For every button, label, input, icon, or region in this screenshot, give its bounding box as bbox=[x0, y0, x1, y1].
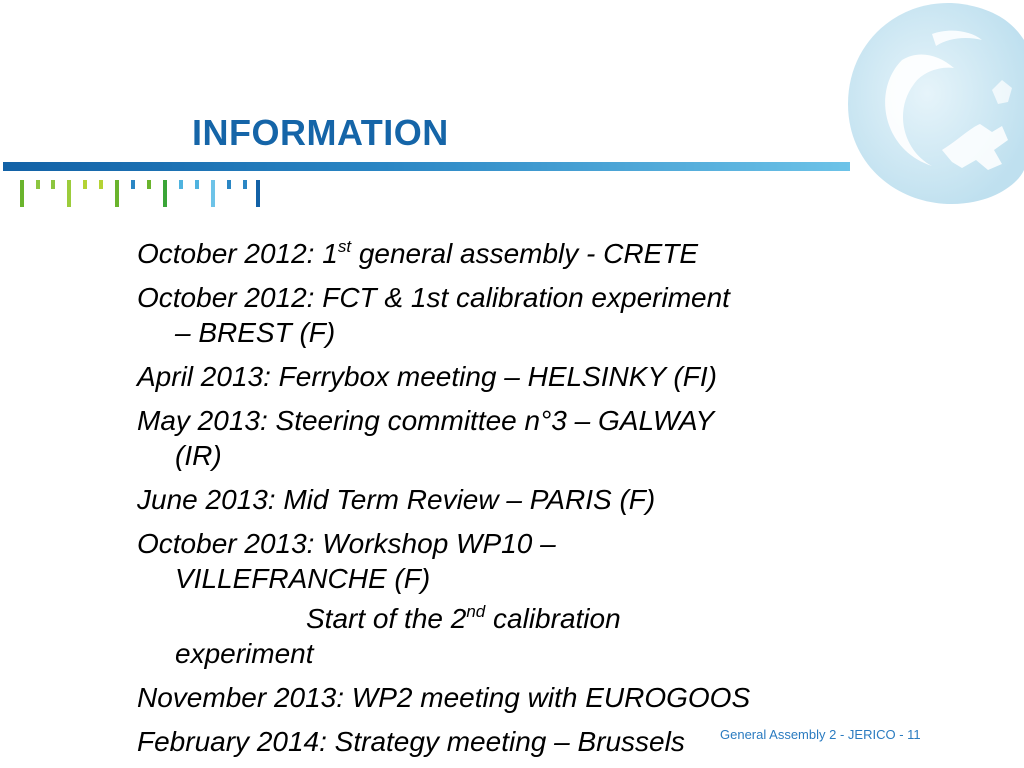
list-item bbox=[137, 601, 897, 671]
tick-mark bbox=[20, 180, 24, 207]
tick-mark bbox=[243, 180, 247, 189]
tick-mark bbox=[211, 180, 215, 207]
list-item bbox=[137, 680, 897, 715]
footer-separator: - bbox=[836, 727, 848, 742]
item-text: April 2013: Ferrybox meeting – HELSINKY (FI) bbox=[137, 361, 717, 392]
list-item bbox=[137, 403, 897, 473]
decorative-tick-row bbox=[20, 180, 270, 210]
footer-separator: - bbox=[895, 727, 908, 742]
item-text: February 2014: Strategy meeting – Brussels bbox=[137, 726, 685, 757]
title-underline-bar bbox=[3, 162, 850, 171]
item-text: calibration bbox=[485, 603, 621, 634]
list-item bbox=[137, 526, 897, 596]
tick-mark bbox=[195, 180, 199, 189]
item-text: October 2013: Workshop WP10 – bbox=[137, 528, 556, 559]
list-item bbox=[137, 236, 897, 271]
tick-mark bbox=[179, 180, 183, 189]
item-text: November 2013: WP2 meeting with EUROGOOS bbox=[137, 682, 751, 713]
tick-mark bbox=[67, 180, 71, 207]
item-text: (IR) bbox=[175, 440, 222, 471]
item-text: – BREST (F) bbox=[175, 317, 336, 348]
tick-mark bbox=[99, 180, 103, 189]
events-list bbox=[137, 236, 897, 768]
tick-mark bbox=[147, 180, 151, 189]
tick-mark bbox=[51, 180, 55, 189]
tick-mark bbox=[131, 180, 135, 189]
footer-assembly: General Assembly 2 bbox=[720, 727, 837, 742]
tick-mark bbox=[256, 180, 260, 207]
tick-mark bbox=[83, 180, 87, 189]
item-text: June 2013: Mid Term Review – PARIS (F) bbox=[137, 484, 656, 515]
tick-mark bbox=[163, 180, 167, 207]
tick-mark bbox=[36, 180, 40, 189]
slide-footer bbox=[720, 727, 921, 742]
list-item bbox=[137, 280, 897, 350]
item-text: experiment bbox=[175, 638, 314, 669]
item-superscript: nd bbox=[466, 602, 486, 621]
footer-project: JERICO bbox=[847, 727, 896, 742]
item-text: Start of the 2 bbox=[306, 603, 467, 634]
item-text: general assembly - CRETE bbox=[351, 238, 699, 269]
tick-mark bbox=[115, 180, 119, 207]
item-text: October 2012: FCT & 1st calibration experiment bbox=[137, 282, 730, 313]
page-number: 11 bbox=[907, 727, 921, 742]
slide-title: INFORMATION bbox=[192, 112, 449, 153]
project-logo-icon bbox=[842, 0, 1024, 206]
item-text: May 2013: Steering committee n°3 – GALWAY bbox=[137, 405, 715, 436]
item-text: VILLEFRANCHE (F) bbox=[175, 563, 431, 594]
list-item bbox=[137, 359, 897, 394]
item-text: October 2012: 1 bbox=[137, 238, 338, 269]
item-superscript: st bbox=[337, 237, 352, 256]
list-item bbox=[137, 482, 897, 517]
tick-mark bbox=[227, 180, 231, 189]
